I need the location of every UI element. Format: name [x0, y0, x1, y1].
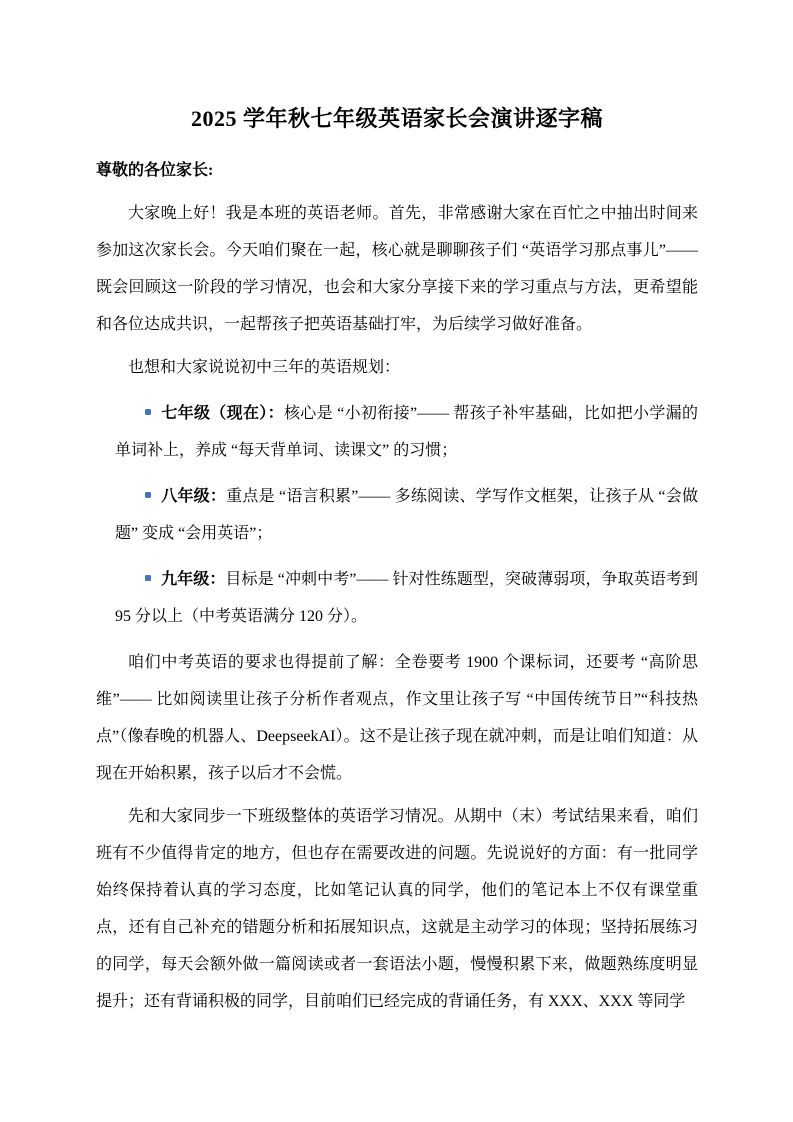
- list-item-text: 重点是 “语言积累”—— 多练阅读、学写作文框架，让孩子从 “会做题” 变成 “会用英语”；: [115, 488, 698, 542]
- list-item-grade8: [115, 478, 698, 552]
- bullet-icon: [145, 492, 151, 498]
- list-item-text: 核心是 “小初衔接”—— 帮孩子补牢基础，比如把小学漏的单词补上，养成 “每天背单词、读课文” 的习惯；: [115, 405, 698, 459]
- list-item-grade9: [115, 561, 698, 635]
- page-title: 2025 学年秋七年级英语家长会演讲逐字稿: [190, 106, 603, 131]
- paragraph-intro: 大家晚上好！我是本班的英语老师。首先，非常感谢大家在百忙之中抽出时间来参加这次家长会。今天咱们聚在一起，核心就是聊聊孩子们 “英语学习那点事儿”——既会回顾这一阶段的学习情况，也会和大家分享接下来的学习重点与方法，更希望能和各位达成共识，一起帮孩子把英语基础打牢，为后续学习做好准备。: [96, 205, 698, 333]
- paragraph-plan-intro: 也想和大家说说初中三年的英语规划：: [128, 359, 401, 376]
- paragraph-class-status: 先和大家同步一下班级整体的英语学习情况。从期中（末）考试结果来看，咱们班有不少值得肯定的地方，但也存在需要改进的问题。先说说好的方面：有一批同学始终保持着认真的学习态度，比如笔记认真的同学，他们的笔记本上不仅有课堂重点，还有自己补充的错题分析和拓展知识点，这就是主动学习的体现；坚持拓展练习的同学，每天会额外做一篇阅读或者一套语法小题，慢慢积累下来，做题熟练度明显提升；还有背诵积极的同学，目前咱们已经完成的背诵任务，有 XXX、XXX 等同学: [96, 808, 698, 1010]
- bullet-icon: [145, 575, 151, 581]
- paragraph-exam-info: 咱们中考英语的要求也得提前了解：全卷要考 1900 个课标词，还要考 “高阶思维”—— 比如阅读里让孩子分析作者观点，作文里让孩子写 “中国传统节日”“科技热点”（像春晚的机器人、DeepseekAI）。这不是让孩子现在就冲刺，而是让咱们知道：从现在开始积累，孩子以后才不会慌。: [96, 654, 698, 782]
- salutation: 尊敬的各位家长:: [96, 162, 214, 179]
- list-item-label: 八年级：: [161, 488, 227, 505]
- list-item-label: 九年级：: [161, 571, 226, 588]
- bullet-icon: [145, 409, 151, 415]
- list-item-label: 七年级（现在）：: [161, 405, 284, 422]
- list-item-text: 目标是 “冲刺中考”—— 针对性练题型，突破薄弱项，争取英语考到 95 分以上（中考英语满分 120 分）。: [115, 571, 698, 625]
- list-item-grade7: [115, 395, 698, 469]
